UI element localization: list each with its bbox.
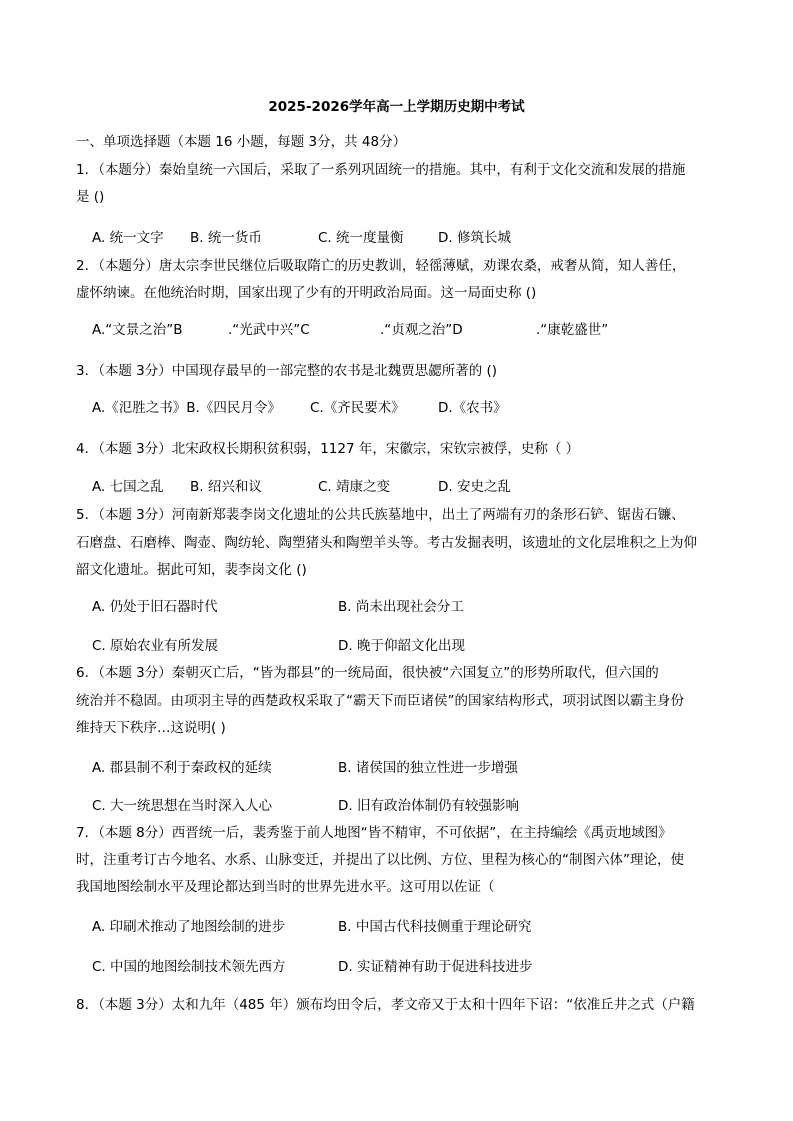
question-2-line-1: 2．（本题分）唐太宗李世民继位后吸取隋亡的历史教训，轻徭薄赋，劝课农桑，戒奢从简，知人善任， <box>76 258 686 274</box>
question-7-option-a: A. 印刷术推动了地图绘制的进步 <box>92 919 286 935</box>
question-3-line-1: 3．（本题 3分）中国现存最早的一部完整的农书是北魏贾思勰所著的 () <box>76 363 498 379</box>
question-2-option-c: .“贞观之治”D <box>380 322 463 338</box>
question-6-line-1: 6．（本题 3分）秦朝灭亡后，“皆为郡县”的一统局面，很快被“六国复立”的形势所取代，但六国的 <box>76 665 659 681</box>
question-7-option-b: B. 中国古代科技侧重于理论研究 <box>338 919 532 935</box>
question-4-option-a: A. 七国之乱 <box>92 479 164 495</box>
question-5-line-2: 石磨盘、石磨棒、陶壶、陶纺轮、陶塑猪头和陶塑羊头等。考古发掘表明，该遗址的文化层堆积之上为仰 <box>76 535 697 551</box>
question-2-line-2: 虚怀纳谏。在他统治时期，国家出现了少有的开明政治局面。这一局面史称 () <box>76 285 537 301</box>
question-1-option-a: A. 统一文字 <box>92 230 164 246</box>
question-7-line-3: 我国地图绘制水平及理论都达到当时的世界先进水平。这可用以佐证（ <box>76 879 495 895</box>
question-1-line-2: 是 () <box>76 189 105 205</box>
question-3-option-ab: A.《氾胜之书》B.《四民月令》 <box>92 400 281 416</box>
question-6-line-2: 统治并不稳固。由项羽主导的西楚政权采取了“霸天下而臣诸侯”的国家结构形式，项羽试图以霸主身份 <box>76 693 684 709</box>
question-1-option-d: D. 修筑长城 <box>438 230 511 246</box>
question-2-option-b: .“光武中兴”C <box>228 322 310 338</box>
question-7-option-d: D. 实证精神有助于促进科技进步 <box>338 959 533 975</box>
question-7-option-c: C. 中国的地图绘制技术领先西方 <box>92 959 286 975</box>
question-4-option-c: C. 靖康之变 <box>318 479 391 495</box>
question-3-option-d: D.《农书》 <box>438 400 507 416</box>
question-6-option-a: A. 郡县制不利于秦政权的延续 <box>92 760 272 776</box>
question-4-line-1: 4．（本题 3分）北宋政权长期积贫积弱，1127 年，宋徽宗，宋钦宗被俘，史称（ ） <box>76 441 580 457</box>
question-6-option-b: B. 诸侯国的独立性进一步增强 <box>338 760 518 776</box>
question-6-option-c: C. 大一统思想在当时深入人心 <box>92 798 273 814</box>
question-1-line-1: 1．（本题分）秦始皇统一六国后，采取了一系列巩固统一的措施。其中，有利于文化交流和发展的措施 <box>76 162 686 178</box>
question-5-option-d: D. 晚于仰韶文化出现 <box>338 638 465 654</box>
question-2-option-a: A.“文景之治”B <box>92 322 183 338</box>
question-4-option-b: B. 绍兴和议 <box>190 479 262 495</box>
question-3-option-c: C.《齐民要术》 <box>310 400 405 416</box>
question-6-line-3: 维持天下秩序…这说明( ) <box>76 720 226 736</box>
question-5-option-a: A. 仍处于旧石器时代 <box>92 599 218 615</box>
question-7-line-2: 时，注重考订古今地名、水系、山脉变迁，并提出了以比例、方位、里程为核心的“制图六体”理论，使 <box>76 852 684 868</box>
section-heading: 一、单项选择题（本题 16 小题，每题 3分，共 48分） <box>76 134 407 150</box>
question-1-option-b: B. 统一货币 <box>190 230 262 246</box>
question-5-option-c: C. 原始农业有所发展 <box>92 638 219 654</box>
question-5-line-1: 5．（本题 3分）河南新郑裴李岗文化遗址的公共氏族墓地中，出土了两端有刃的条形石铲、锯齿石镰、 <box>76 507 685 523</box>
question-4-option-d: D. 安史之乱 <box>438 479 511 495</box>
question-1-option-c: C. 统一度量衡 <box>318 230 404 246</box>
question-5-option-b: B. 尚未出现社会分工 <box>338 599 464 615</box>
question-5-line-3: 韶文化遗址。据此可知，裴李岗文化 () <box>76 562 307 578</box>
question-7-line-1: 7．（本题 8分）西晋统一后，裴秀鉴于前人地图“皆不精审，不可依据”，在主持编绘《禹贡地域图》 <box>76 825 672 841</box>
question-2-option-d: .“康乾盛世” <box>536 322 609 338</box>
question-8-line-1: 8．（本题 3分）太和九年（485 年）颁布均田令后，孝文帝又于太和十四年下诏：“依准丘井之式（户籍 <box>76 997 695 1013</box>
page-title: 2025-2026学年高一上学期历史期中考试 <box>268 99 525 115</box>
question-6-option-d: D. 旧有政治体制仍有较强影响 <box>338 798 519 814</box>
